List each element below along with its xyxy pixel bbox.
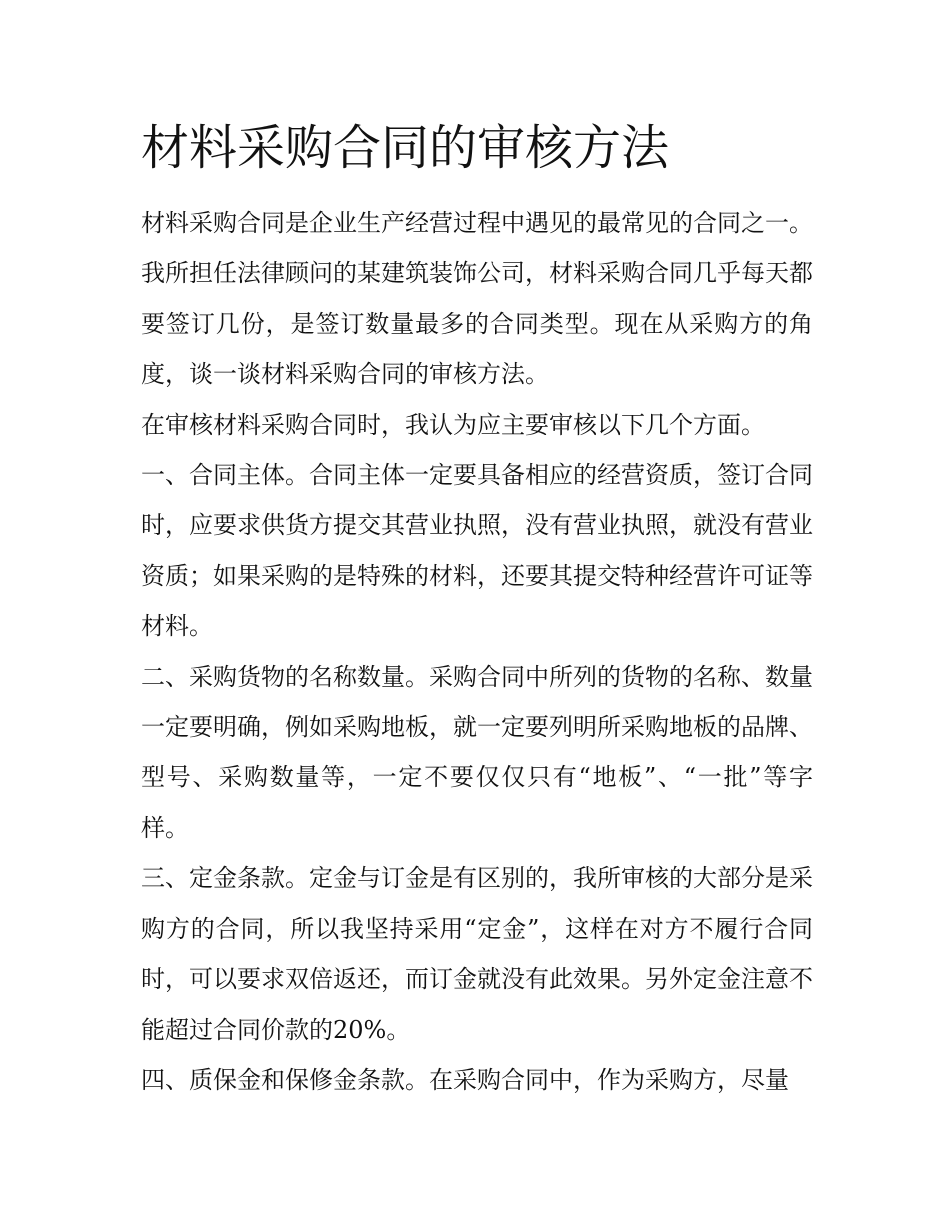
document-body (141, 198, 813, 1105)
paragraph-warranty-clause: 四、质保金和保修金条款。在采购合同中，作为采购方，尽量 (141, 1065, 789, 1094)
paragraph-goods-quantity: 二、采购货物的名称数量。采购合同中所列的货物的名称、数量一定要明确，例如采购地板，就一定要列明所采购地板的品牌、型号、采购数量等，一定不要仅仅只有“地板”、“一批”等字样。 (141, 662, 813, 842)
paragraph-contract-parties: 一、合同主体。合同主体一定要具备相应的经营资质，签订合同时，应要求供货方提交其营业执照，没有营业执照，就没有营业资质；如果采购的是特殊的材料，还要其提交特种经营许可证等材料。 (141, 461, 813, 641)
paragraph-overview: 在审核材料采购合同时，我认为应主要审核以下几个方面。 (141, 410, 765, 439)
paragraph-deposit-clause: 三、定金条款。定金与订金是有区别的，我所审核的大部分是采购方的合同，所以我坚持采用“定金”，这样在对方不履行合同时，可以要求双倍返还，而订金就没有此效果。另外定金注意不能超过合同价款的20%。 (141, 864, 813, 1044)
paragraph-intro: 材料采购合同是企业生产经营过程中遇见的最常见的合同之一。我所担任法律顾问的某建筑装饰公司，材料采购合同几乎每天都要签订几份，是签订数量最多的合同类型。现在从采购方的角度，谈一谈材料采购合同的审核方法。 (141, 209, 813, 389)
document-title: 材料采购合同的审核方法 (141, 120, 670, 176)
